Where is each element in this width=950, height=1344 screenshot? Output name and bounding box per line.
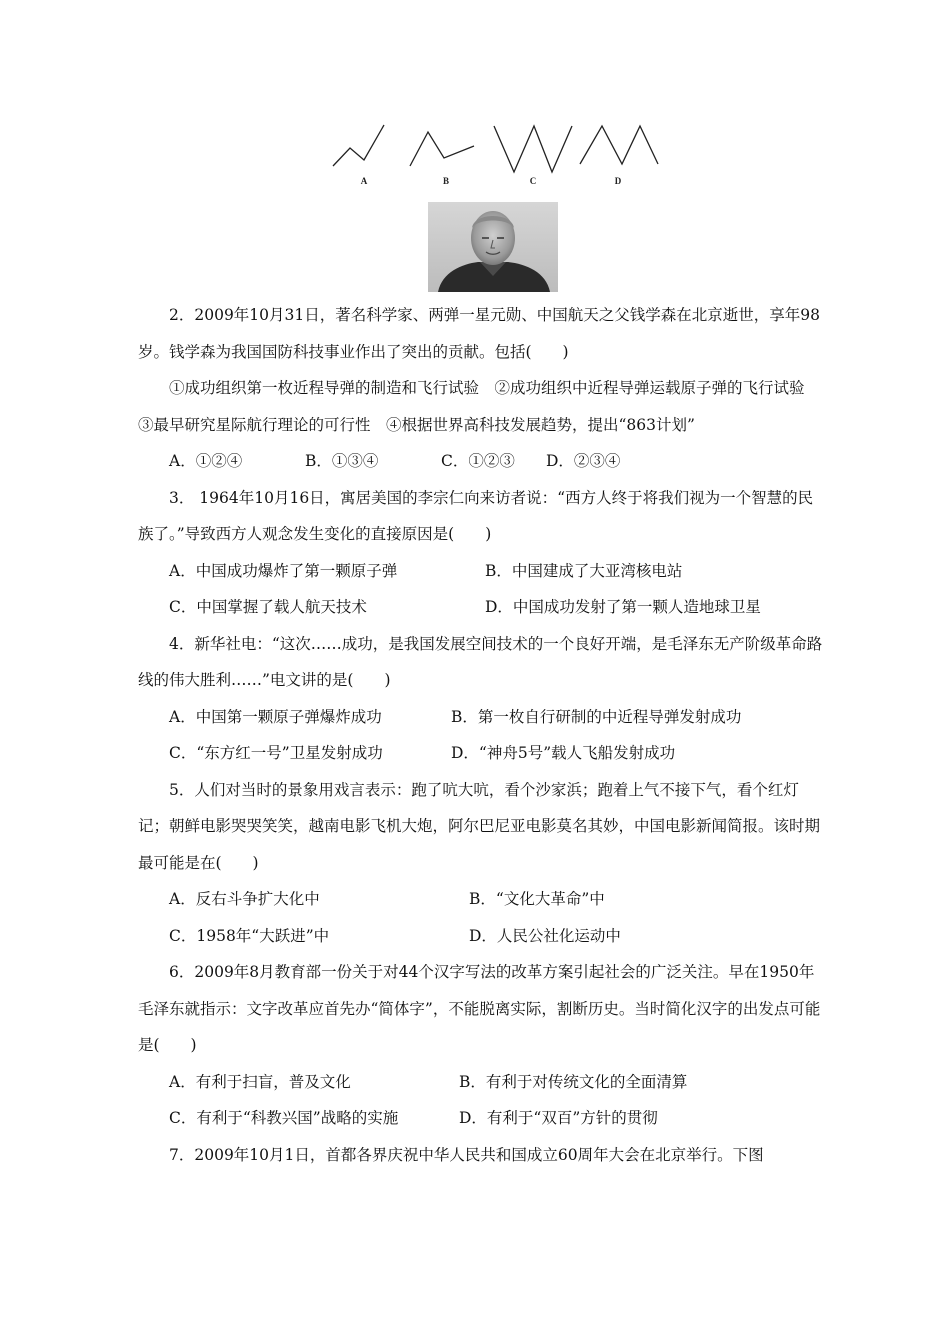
question-6-option-b: B．有利于对传统文化的全面清算: [459, 1072, 688, 1091]
line-label-d: D: [614, 176, 622, 186]
question-5-stem: 5．人们对当时的景象用戏言表示：跑了吭大吭，看个沙家浜；跑着上气不接下气，看个红灯记；朝鲜电影哭哭笑笑，越南电影飞机大炮，阿尔巴尼亚电影莫名其妙，中国电影新闻简报。该时期最可能是在( ): [138, 780, 821, 872]
question-5-option-c: C．1958年“大跃进”中: [169, 926, 330, 945]
line-label-a: A: [360, 176, 368, 186]
question-6-option-c: C．有利于“科教兴国”战略的实施: [169, 1109, 399, 1127]
question-7-stem: 7．2009年10月1日，首都各界庆祝中华人民共和国成立60周年大会在北京举行。下图: [169, 1145, 764, 1164]
question-3-option-c: C．中国掌握了载人航天技术: [169, 598, 367, 616]
line-shape-d: [580, 126, 658, 164]
question-4-options-row-2: [138, 735, 828, 772]
question-3-stem: 3． 1964年10月16日，寓居美国的李宗仁向来访者说：“西方人终于将我们视为一个智慧的民族了。”导致西方人观念发生变化的直接原因是( ): [138, 488, 814, 543]
question-6-options-row-1: [138, 1064, 828, 1101]
question-block: [138, 297, 828, 1173]
question-4-stem: 4．新华社电：“这次……成功，是我国发展空间技术的一个良好开端，是毛泽东无产阶级革命路线的伟大胜利……”电文讲的是( ): [138, 634, 823, 689]
question-5-options-row-1: [138, 881, 828, 918]
question-3-options-row-1: [138, 553, 828, 590]
line-label-b: B: [442, 176, 450, 186]
question-4-option-c: C．“东方红一号”卫星发射成功: [169, 744, 383, 762]
question-3-option-a: A．中国成功爆炸了第一颗原子弹: [169, 561, 398, 580]
question-4-options-row-1: [138, 699, 828, 736]
line-label-c: C: [529, 176, 537, 186]
line-shape-c: [494, 126, 572, 172]
question-6-option-d: D．有利于“双百”方针的贯彻: [459, 1109, 658, 1127]
question-2-option-a: A．①②④: [169, 452, 243, 470]
line-shape-a: [333, 125, 384, 166]
question-6-option-a: A．有利于扫盲，普及文化: [169, 1072, 351, 1091]
line-shape-options-figure: [330, 122, 660, 190]
question-3-options-row-2: [138, 589, 828, 626]
question-4-option-a: A．中国第一颗原子弹爆炸成功: [169, 707, 382, 726]
question-4-option-d: D．“神舟5号”载人飞船发射成功: [451, 744, 676, 762]
question-3-option-b: B．中国建成了大亚湾核电站: [485, 561, 683, 580]
question-6-options-row-2: [138, 1100, 828, 1137]
question-4-option-b: B．第一枚自行研制的中近程导弹发射成功: [451, 707, 742, 726]
line-shape-b: [410, 132, 474, 166]
question-2-option-c: C．①②③: [441, 452, 515, 470]
question-3-option-d: D．中国成功发射了第一颗人造地球卫星: [485, 598, 761, 616]
question-5-options-row-2: [138, 918, 828, 955]
question-2-statements: ①成功组织第一枚近程导弹的制造和飞行试验 ②成功组织中近程导弹运载原子弹的飞行试验 ③最早研究星际航行理论的可行性 ④根据世界高科技发展趋势，提出“863计划”A．①②④ B．①③④ C．①②③ D．②③④: [138, 370, 828, 480]
question-2-option-d: D．②③④: [546, 452, 621, 470]
question-2-stem: 2．2009年10月31日，著名科学家、两弹一星元勋、中国航天之父钱学森在北京逝世，享年98岁。钱学森为我国国防科技事业作出了突出的贡献。包括( ): [138, 306, 820, 361]
question-2-option-b: B．①③④: [305, 452, 379, 470]
question-5-option-b: B．“文化大革命”中: [469, 890, 605, 908]
question-6-stem: 6．2009年8月教育部一份关于对44个汉字写法的改革方案引起社会的广泛关注。早在1950年毛泽东就指示：文字改革应首先办“简体字”，不能脱离实际，割断历史。当时简化汉字的出发点可能是( ): [138, 963, 821, 1054]
question-5-option-a: A．反右斗争扩大化中: [169, 890, 320, 908]
question-5-option-d: D．人民公社化运动中: [469, 926, 621, 945]
portrait-photo: [428, 202, 558, 292]
